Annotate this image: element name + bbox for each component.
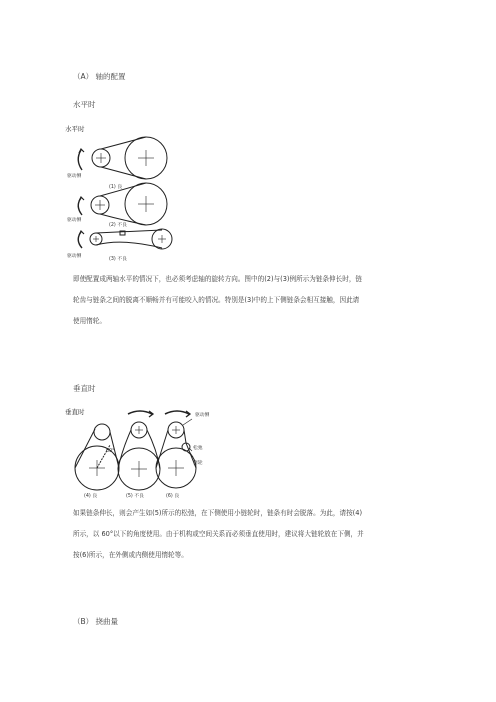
- horizontal-paragraph-line-3: 使用惰轮。: [73, 317, 106, 325]
- horizontal-paragraph-line-2: 轮齿与链条之间的脱离不顺畅并有可能咬入的情况。特别是(3)中的上下侧链条会相互接触，因此请: [73, 296, 360, 304]
- horizontal-paragraph: [73, 269, 431, 332]
- vertical-subheading: 垂直时: [73, 384, 96, 393]
- vertical-figure-title: 垂直时: [65, 408, 85, 416]
- vertical-drive-label: 驱动侧: [195, 413, 210, 418]
- caption-5: (5) 不良: [126, 494, 144, 499]
- vertical-paragraph-line-2: 所示，以 60°以下的角度使用。由于机构或空间关系而必须垂直使用时，建议将大链轮放在下侧，并: [73, 530, 364, 538]
- section-a-heading: （A） 轴的配置: [73, 72, 126, 81]
- horizontal-figure-drawing: [62, 122, 192, 264]
- vertical-figure-drawing: [62, 405, 232, 500]
- horizontal-figure: [62, 122, 192, 264]
- horizontal-paragraph-line-1: 即使配置成两轴水平的情况下，也必须考虑轴的旋转方向。图中的(2)与(3)例所示为链条伸长时，链: [73, 275, 363, 283]
- vertical-paragraph-line-1: 如果链条伸长，则会产生如(5)所示的松弛，在下侧使用小链轮时，链条有时会脱落。为此，请按(4): [73, 509, 363, 517]
- vertical-figure: [62, 405, 232, 500]
- vertical-paragraph-line-3: 按(6)所示，在外侧或内侧使用惰轮等。: [73, 551, 188, 559]
- caption-6: (6) 良: [166, 494, 180, 499]
- horizontal-subheading: 水平时: [73, 100, 96, 109]
- idler-label: 惰轮: [193, 461, 203, 466]
- drive-label-1: 驱动侧: [67, 174, 82, 179]
- caption-2: (2) 不良: [109, 223, 127, 228]
- slack-label: 松弛: [193, 446, 203, 451]
- horizontal-figure-title: 水平时: [65, 125, 85, 133]
- drive-label-2: 驱动侧: [67, 218, 82, 223]
- vertical-paragraph: [73, 503, 431, 566]
- caption-1: (1) 良: [109, 185, 123, 190]
- angle-label: 60°: [106, 449, 115, 454]
- section-b-heading: （B） 挠曲量: [73, 617, 119, 626]
- drive-label-3: 驱动侧: [67, 254, 82, 259]
- caption-3: (3) 不良: [109, 257, 127, 262]
- caption-4: (4) 良: [84, 494, 98, 499]
